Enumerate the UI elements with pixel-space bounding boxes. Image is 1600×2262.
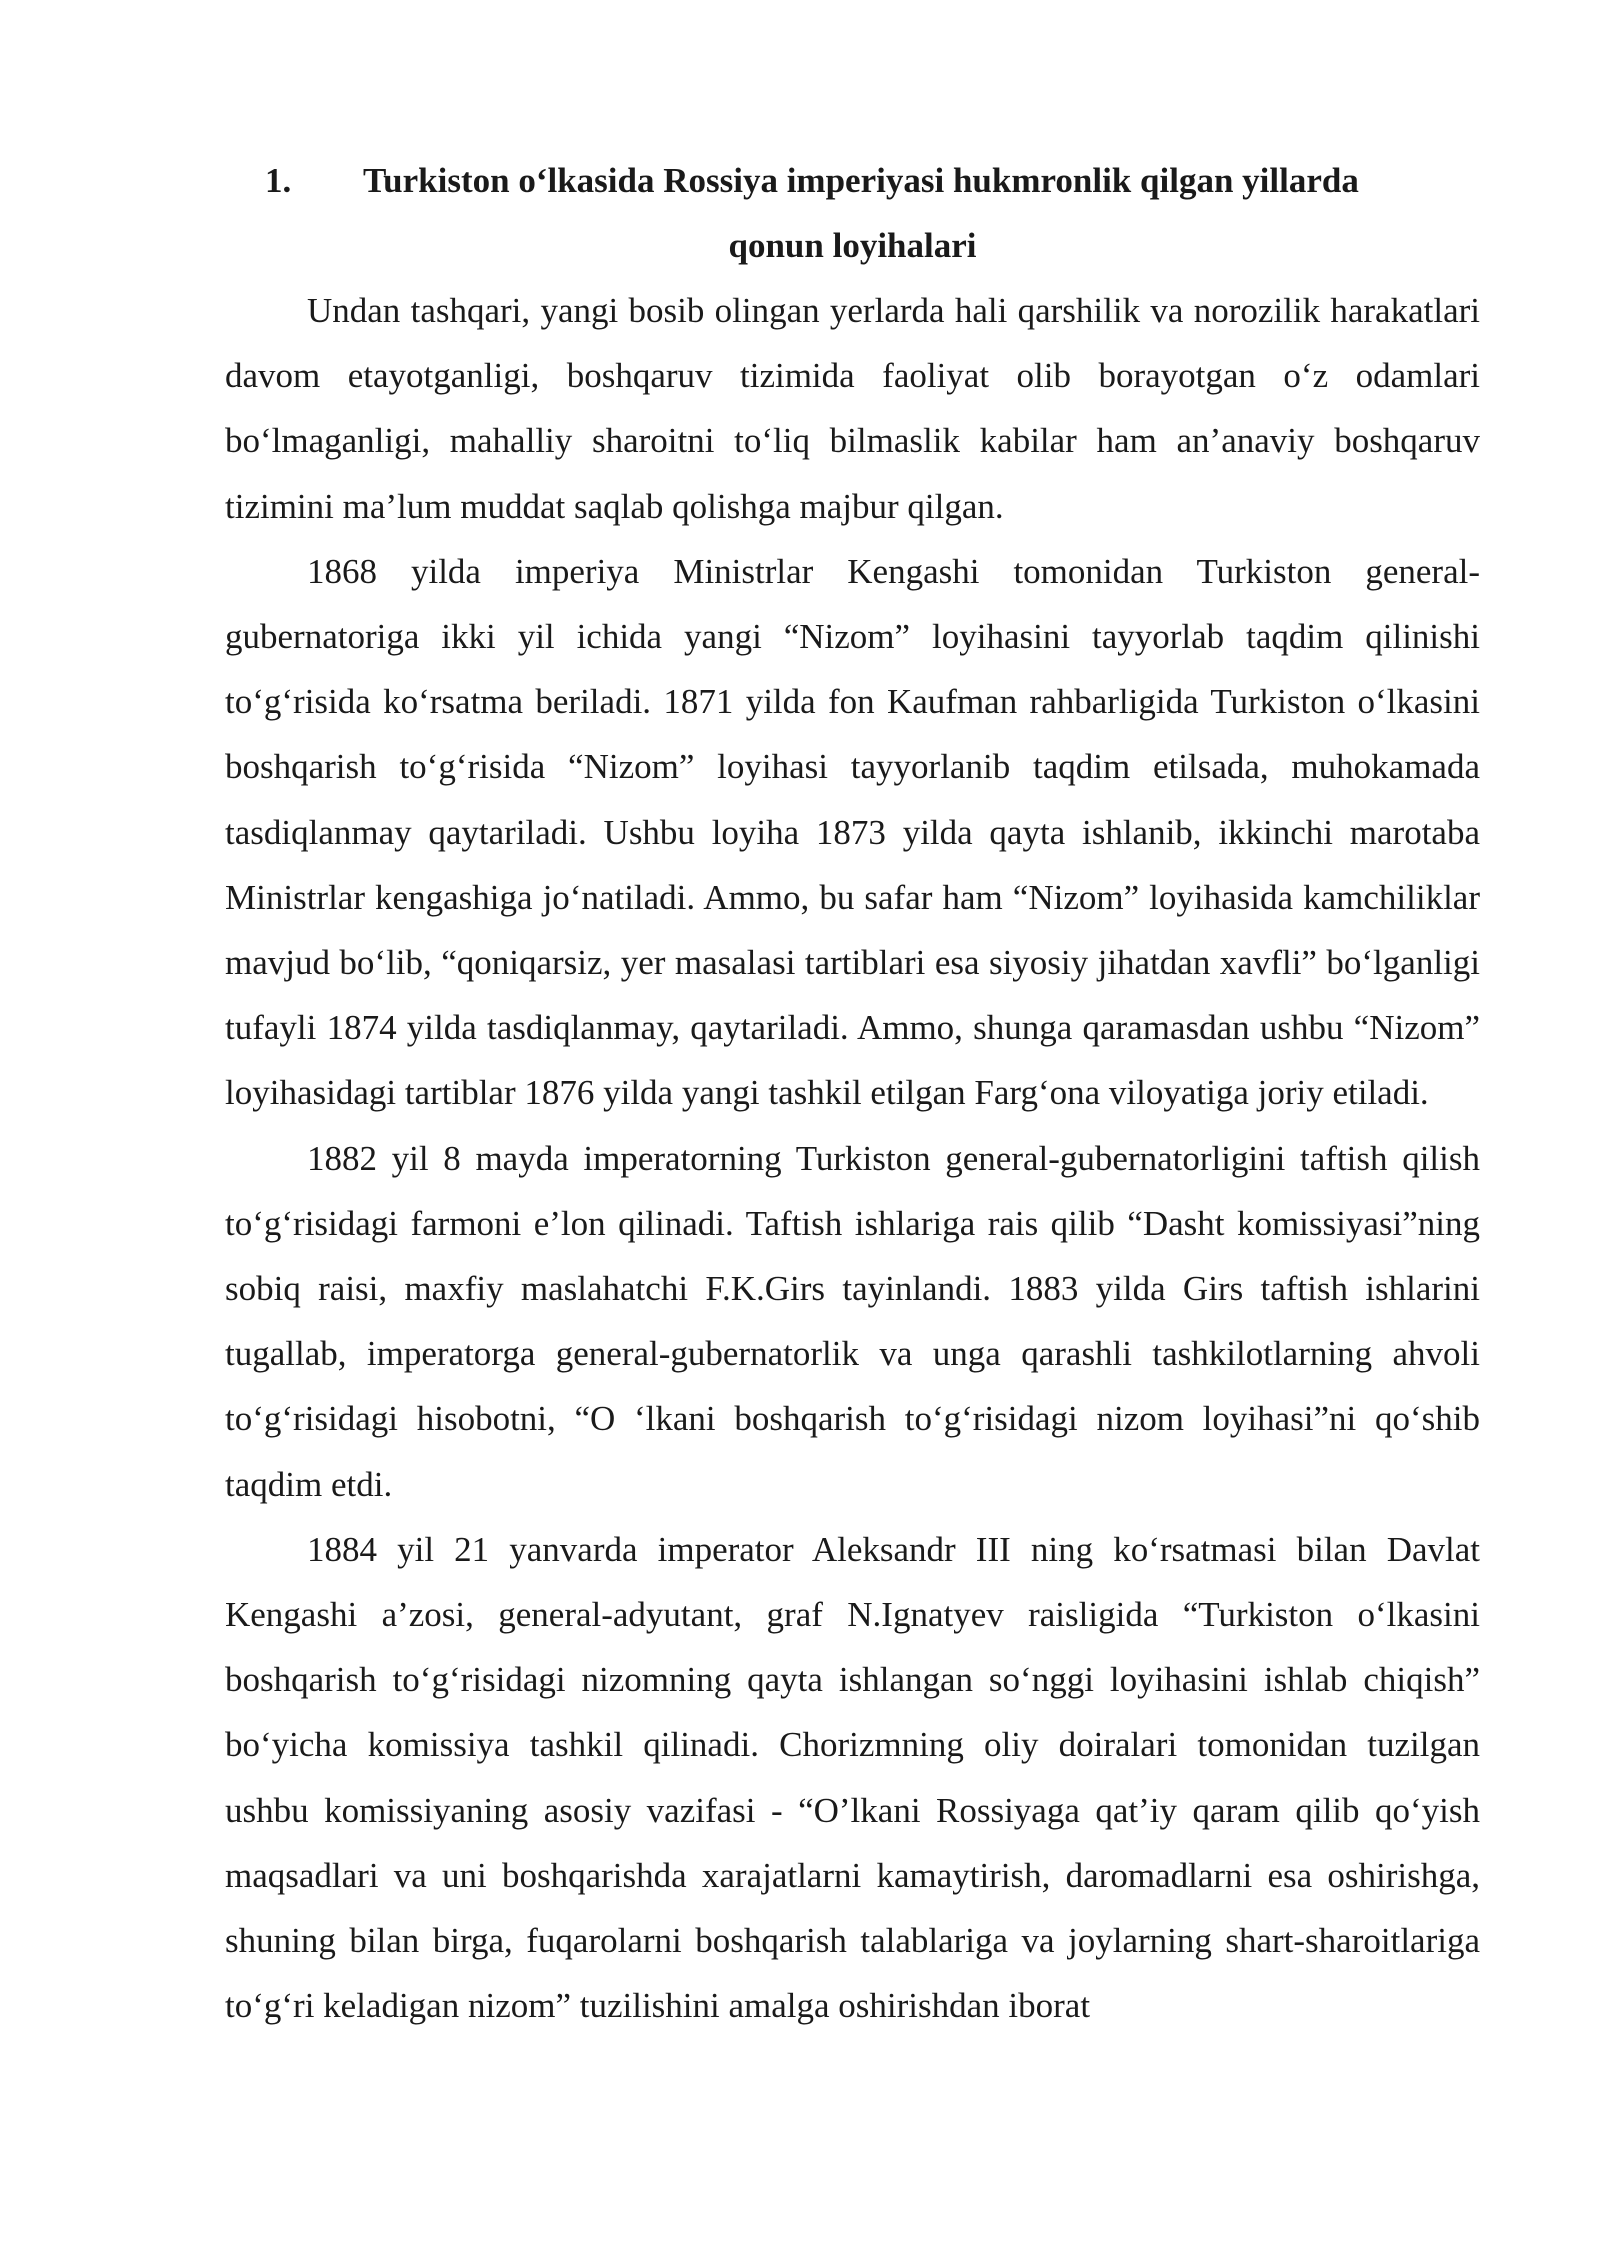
heading-number: 1. bbox=[265, 161, 292, 200]
paragraph: 1882 yil 8 mayda imperatorning Turkiston general-gubernatorligini taftish qilish to‘g‘risidagi farmoni e’lon qilinadi. Taftish ishlariga rais qilib “Dasht komissiyasi”ning sobiq raisi, maxfiy maslahatchi F.K.Girs tayinlandi. 1883 yilda Girs taftish ishlarini tugallab, imperatorga general-gubernatorlik va unga qarashli tashkilotlarning ahvoli to‘g‘risidagi hisobotni, “O ‘lkani boshqarish to‘g‘risidagi nizom loyihasi”ni qo‘shib taqdim etdi. bbox=[225, 1138, 1480, 1504]
heading-line-1 bbox=[225, 148, 1480, 213]
paragraph: 1868 yilda imperiya Ministrlar Kengashi tomonidan Turkiston general-gubernatoriga ikki yil ichida yangi “Nizom” loyihasini tayyorlab taqdim qilinishi to‘g‘risida ko‘rsatma beriladi. 1871 yilda fon Kaufman rahbarligida Turkiston o‘lkasini boshqarish to‘g‘risida “Nizom” loyihasi tayyorlanib taqdim etilsada, muhokamada tasdiqlanmay qaytariladi. Ushbu loyiha 1873 yilda qayta ishlanib, ikkinchi marotaba Ministrlar kengashiga jo‘natiladi. Ammo, bu safar ham “Nizom” loyihasida kamchiliklar mavjud bo‘lib, “qoniqarsiz, yer masalasi tartiblari esa siyosiy jihatdan xavfli” bo‘lganligi tufayli 1874 yilda tasdiqlanmay, qaytariladi. Ammo, shunga qaramasdan ushbu “Nizom” loyihasidagi tartiblar 1876 yilda yangi tashkil etilgan Farg‘ona viloyatiga joriy etiladi. bbox=[225, 551, 1480, 1113]
heading-title-line-2: qonun loyihalari bbox=[728, 226, 977, 265]
document-body bbox=[225, 278, 1480, 2038]
heading-title-line-1: Turkiston o‘lkasida Rossiya imperiyasi hukmronlik qilgan yillarda bbox=[363, 161, 1359, 200]
section-heading bbox=[225, 148, 1480, 278]
paragraph: Undan tashqari, yangi bosib olingan yerlarda hali qarshilik va norozilik harakatlari davom etayotganligi, boshqaruv tizimida faoliyat olib borayotgan o‘z odamlari bo‘lmaganligi, mahalliy sharoitni to‘liq bilmaslik kabilar ham an’anaviy boshqaruv tizimini ma’lum muddat saqlab qolishga majbur qilgan. bbox=[225, 291, 1480, 526]
paragraph: 1884 yil 21 yanvarda imperator Aleksandr III ning ko‘rsatmasi bilan Davlat Kengashi a’zosi, general-adyutant, graf N.Ignatyev raisligida “Turkiston o‘lkasini boshqarish to‘g‘risidagi nizomning qayta ishlangan so‘nggi loyihasini ishlab chiqish” bo‘yicha komissiya tashkil qilinadi. Chorizmning oliy doiralari tomonidan tuzilgan ushbu komissiyaning asosiy vazifasi - “O’lkani Rossiyaga qat’iy qaram qilib qo‘yish maqsadlari va uni boshqarishda xarajatlarni kamaytirish, daromadlarni esa oshirishga, shuning bilan birga, fuqarolarni boshqarish talablariga va joylarning shart-sharoitlariga to‘g‘ri keladigan nizom” tuzilishini amalga oshirishdan iborat bbox=[225, 1529, 1480, 2026]
